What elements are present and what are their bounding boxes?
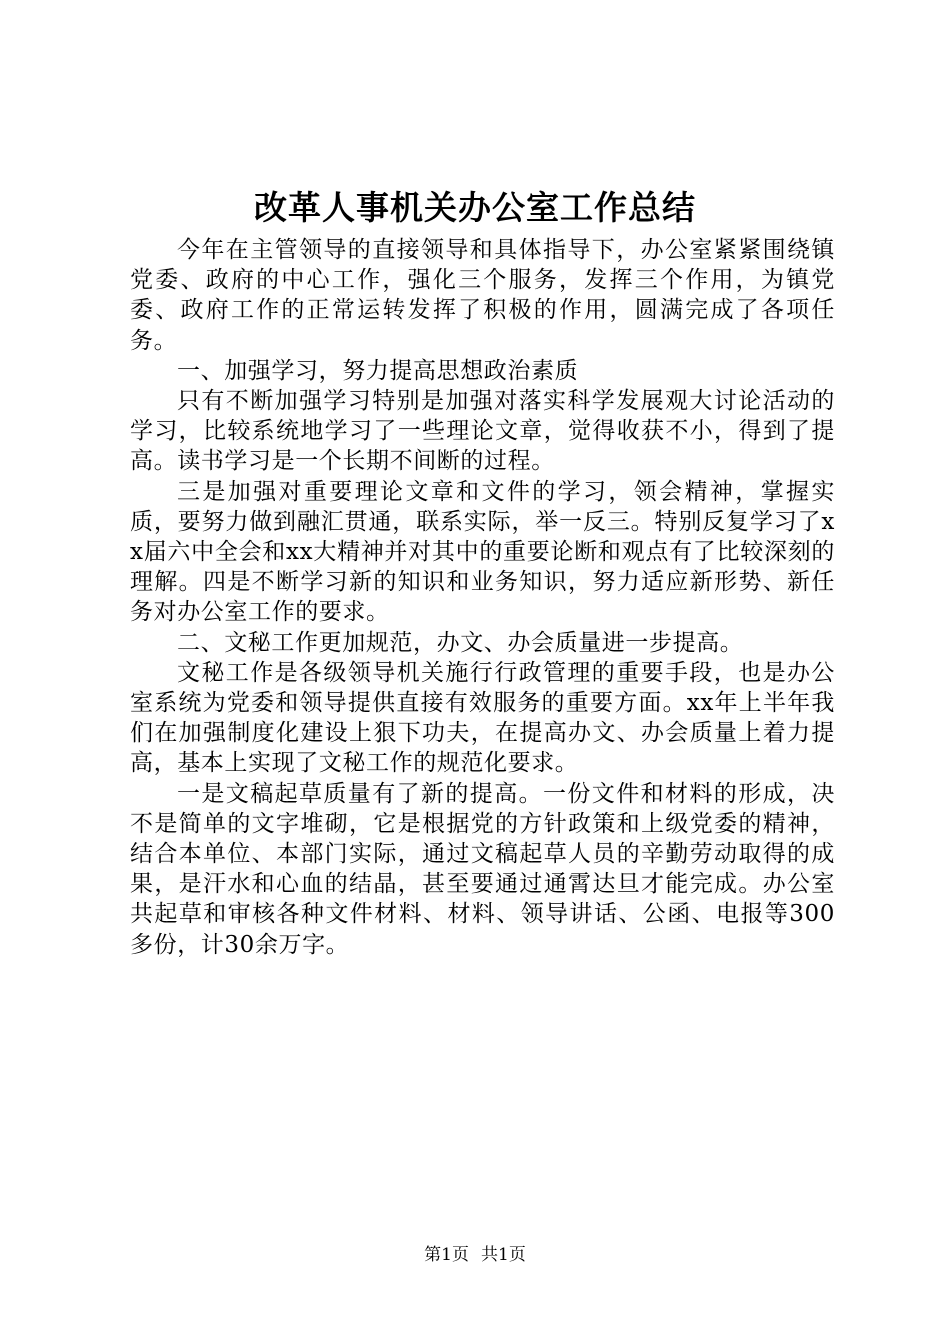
section-heading-2: 二、文秘工作更加规范，办文、办会质量进一步提高。 [177, 629, 744, 656]
page-footer [0, 1244, 950, 1266]
page-number: 第1页 [424, 1245, 469, 1265]
section-heading-1: 一、加强学习，努力提高思想政治素质 [177, 357, 579, 384]
body-paragraph: 一是文稿起草质量有了新的提高。一份文件和材料的形成，决不是简单的文字堆砌，它是根据党的方针政策和上级党委的精神，结合本单位、本部门实际，通过文稿起草人员的辛勤劳动取得的成果，是汗水和心血的结晶，甚至要通过通霄达旦才能完成。办公室共起草和审核各种文件材料、材料、领导讲话、公函、电报等300多份，计30余万字。 [130, 780, 835, 958]
body-paragraph: 三是加强对重要理论文章和文件的学习，领会精神，掌握实质，要努力做到融汇贯通，联系实际，举一反三。特别反复学习了xx届六中全会和xx大精神并对其中的重要论断和观点有了比较深刻的理解。四是不断学习新的知识和业务知识，努力适应新形势、新任务对办公室工作的要求。 [130, 478, 835, 626]
document-title: 改革人事机关办公室工作总结 [254, 188, 696, 227]
body-paragraph: 只有不断加强学习特别是加强对落实科学发展观大讨论活动的学习，比较系统地学习了一些理论文章，觉得收获不小，得到了提高。读书学习是一个长期不间断的过程。 [130, 388, 835, 475]
page-total: 共1页 [481, 1245, 526, 1265]
body-paragraph: 文秘工作是各级领导机关施行行政管理的重要手段，也是办公室系统为党委和领导提供直接有效服务的重要方面。xx年上半年我们在加强制度化建设上狠下功夫，在提高办文、办会质量上着力提高，基本上实现了文秘工作的规范化要求。 [130, 659, 835, 777]
intro-paragraph: 今年在主管领导的直接领导和具体指导下，办公室紧紧围绕镇党委、政府的中心工作，强化三个服务，发挥三个作用，为镇党委、政府工作的正常运转发挥了积极的作用，圆满完成了各项任务。 [130, 237, 835, 354]
document-body [130, 235, 835, 960]
